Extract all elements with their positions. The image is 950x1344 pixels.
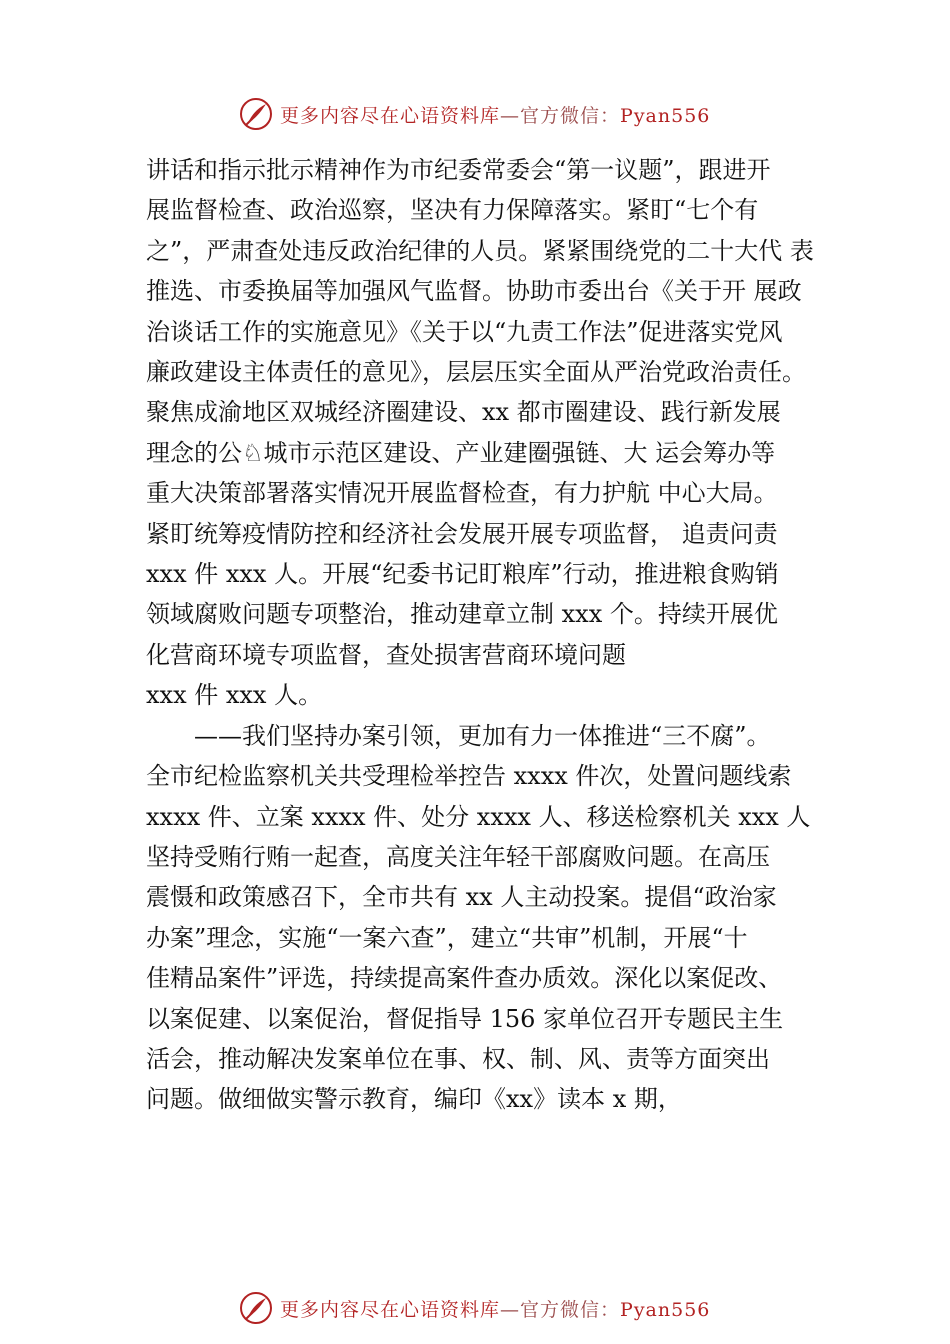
body-text-line: 佳精品案件”评选，持续提高案件查办质效。深化以案促改、 xyxy=(146,964,783,993)
footer-banner-sub: 官方微信： xyxy=(520,1298,621,1321)
body-text-line: 全市纪检监察机关共受理检举控告 xxxx 件次，处置问题线索 xyxy=(146,762,792,791)
footer-banner-text xyxy=(280,1295,710,1322)
body-text-line: 聚焦成渝地区双城经济圈建设、xx 都市圈建设、践行新发展 xyxy=(146,398,781,427)
body-text-line: 理念的公♘城市示范区建设、产业建圈强链、大 运会筹办等 xyxy=(146,438,776,467)
body-text-line: xxxx 件、立案 xxxx 件、处分 xxxx 人、移送检察机关 xxx 人 xyxy=(146,802,811,831)
feather-pen-logo-icon xyxy=(238,96,274,132)
header-banner-main: 更多内容尽在心语资料库 xyxy=(280,104,501,127)
body-text-line: 领域腐败问题专项整治，推动建章立制 xxx 个。持续开展优 xyxy=(146,600,778,629)
header-banner-sub: 官方微信： xyxy=(520,104,621,127)
body-text-line: 讲话和指示批示精神作为市纪委常委会“第一议题”，跟进开 xyxy=(146,156,771,184)
body-text-line: 重大决策部署落实情况开展监督检查，有力护航 中心大局。 xyxy=(146,479,778,508)
body-text-line: 展监督检查、政治巡察，坚决有力保障落实。紧盯“七个有 xyxy=(146,196,759,225)
footer-banner-dash: — xyxy=(500,1298,521,1321)
body-text-line: 推选、市委换届等加强风气监督。协助市委出台《关于开 展政 xyxy=(146,277,802,306)
body-text-line: 活会，推动解决发案单位在事、权、制、风、责等方面突出 xyxy=(146,1044,770,1073)
header-banner-dash: — xyxy=(500,104,521,127)
body-text-line: xxx 件 xxx 人。开展“纪委书记盯粮库”行动，推进粮食购销 xyxy=(146,560,779,589)
body-text-line: 办案”理念，实施“一案六查”，建立“共审”机制，开展“十 xyxy=(146,923,748,952)
body-text-line: 治谈话工作的实施意见》《关于以“九责工作法”促进落实党风 xyxy=(146,317,783,346)
body-text-line: 紧盯统筹疫情防控和经济社会发展开展专项监督， 追责问责 xyxy=(146,519,778,548)
footer-banner-main: 更多内容尽在心语资料库 xyxy=(280,1298,501,1321)
body-text-line: xxx 件 xxx 人。 xyxy=(146,681,323,710)
body-text-line: ——我们坚持办案引领，更加有力一体推进“三不腐”。 xyxy=(146,721,771,750)
feather-pen-logo-icon xyxy=(238,1290,274,1326)
body-text-line: 震慑和政策感召下，全市共有 xx 人主动投案。提倡“政治家 xyxy=(146,883,777,912)
header-banner xyxy=(238,94,710,134)
body-text-line: 之”，严肃查处违反政治纪律的人员。紧紧围绕党的二十大代 表 xyxy=(146,236,814,265)
header-banner-id: Pyan556 xyxy=(620,104,711,127)
body-text-line: 廉政建设主体责任的意见》，层层压实全面从严治党政治责任。 xyxy=(146,358,806,387)
body-text-line: 以案促建、以案促治，督促指导 156 家单位召开专题民主生 xyxy=(146,1004,784,1033)
footer-banner xyxy=(238,1288,710,1328)
body-text-line: 坚持受贿行贿一起查，高度关注年轻干部腐败问题。在高压 xyxy=(146,842,770,871)
header-banner-text xyxy=(280,101,710,128)
document-body xyxy=(146,150,846,1120)
body-text-line: 化营商环境专项监督，查处损害营商环境问题 xyxy=(146,640,626,669)
body-text-line: 问题。做细做实警示教育，编印《xx》读本 x 期， xyxy=(146,1085,682,1114)
footer-banner-id: Pyan556 xyxy=(620,1298,711,1321)
